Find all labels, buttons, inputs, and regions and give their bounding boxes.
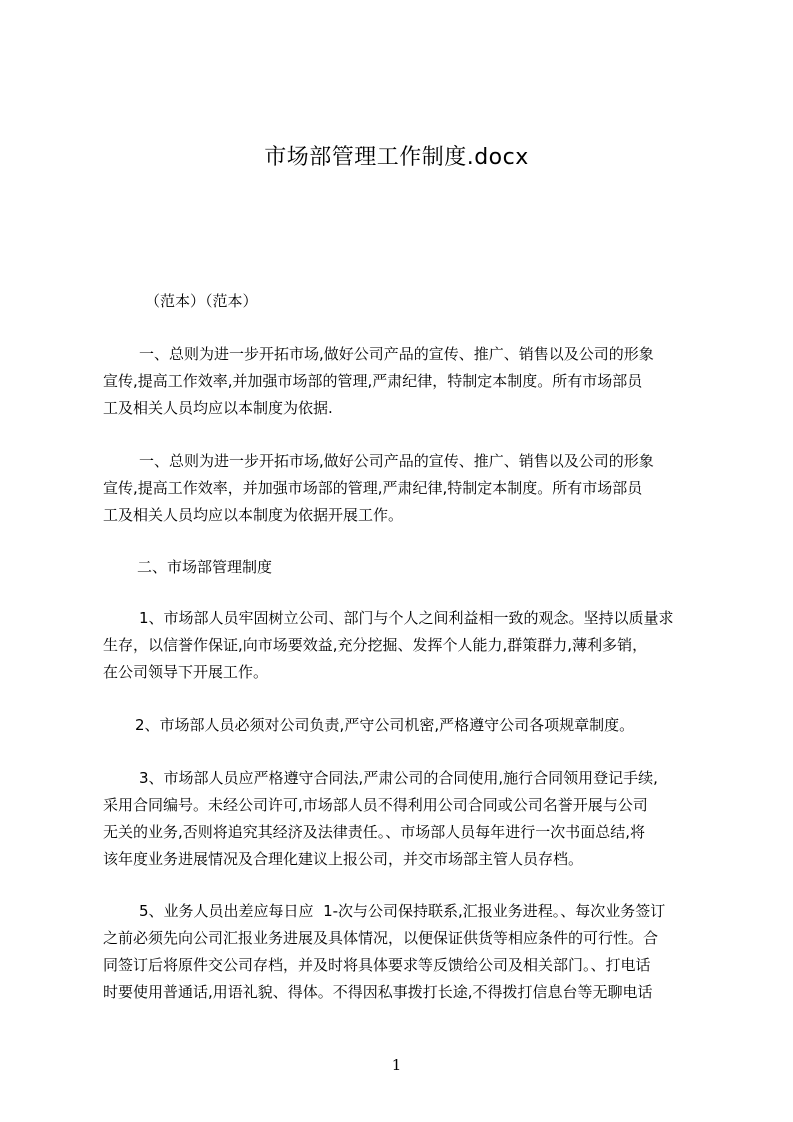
paragraph-line: 3、市场部人员应严格遵守合同法,严肃公司的合同使用,施行合同领用登记手续, — [139, 769, 658, 787]
paragraph-line: 生存，以信誉作保证,向市场要效益,充分挖掘、发挥个人能力,群策群力,薄利多销， — [103, 636, 648, 654]
paragraph-line: 一、总则为进一步开拓市场,做好公司产品的宣传、推广、销售以及公司的形象 — [139, 345, 654, 363]
paragraph-line: 时要使用普通话,用语礼貌、得体。不得因私事拨打长途,不得拨打信息台等无聊电话 — [103, 983, 653, 1001]
rule-paragraph-1 — [103, 605, 674, 686]
paragraph-line: 宣传,提高工作效率,并加强市场部的管理,严肃纪律，特制定本制度。所有市场部员 — [103, 372, 643, 390]
paragraph-line: 宣传,提高工作效率，并加强市场部的管理,严肃纪律,特制定本制度。所有市场部员 — [103, 479, 643, 497]
paragraph-line: 在公司领导下开展工作。 — [103, 663, 269, 681]
sample-label-paragraph — [145, 288, 258, 315]
paragraph-line: 2、市场部人员必须对公司负责,严守公司机密,严格遵守公司各项规章制度。 — [135, 716, 635, 734]
paragraph-line: 之前必须先向公司汇报业务进展及具体情况，以便保证供货等相应条件的可行性。合 — [103, 929, 659, 947]
paragraph-line: 该年度业务进展情况及合理化建议上报公司，并交市场部主管人员存档。 — [103, 850, 584, 868]
general-principles-paragraph-1 — [103, 341, 654, 422]
paragraph-line: 二、市场部管理制度 — [137, 558, 273, 576]
paragraph-line: 工及相关人员均应以本制度为依据. — [103, 399, 333, 417]
paragraph-line: 工及相关人员均应以本制度为依据开展工作。 — [103, 506, 404, 524]
paragraph-line: 一、总则为进一步开拓市场,做好公司产品的宣传、推广、销售以及公司的形象 — [139, 452, 654, 470]
paragraph-line: 无关的业务,否则将追究其经济及法律责任。、市场部人员每年进行一次书面总结,将 — [103, 823, 646, 841]
paragraph-line: 5、业务人员出差应每日应 1-次与公司保持联系,汇报业务进程。、每次业务签订 — [139, 902, 666, 920]
rule-paragraph-2 — [135, 712, 634, 739]
paragraph-line: 采用合同编号。未经公司许可,市场部人员不得利用公司合同或公司名誉开展与公司 — [103, 796, 648, 814]
rule-paragraph-5 — [103, 898, 665, 1006]
general-principles-paragraph-2 — [103, 448, 654, 529]
paragraph-line: （范本）（范本） — [145, 292, 258, 310]
page-number: 1 — [391, 1056, 402, 1074]
rule-paragraph-3 — [103, 765, 658, 873]
paragraph-line: 1、市场部人员牢固树立公司、部门与个人之间利益相一致的观念。坚持以质量求 — [139, 609, 674, 627]
section-heading — [137, 554, 272, 581]
paragraph-line: 同签订后将原件交公司存档，并及时将具体要求等反馈给公司及相关部门。、打电话 — [103, 956, 651, 974]
document-title: 市场部管理工作制度.docx — [264, 145, 529, 170]
